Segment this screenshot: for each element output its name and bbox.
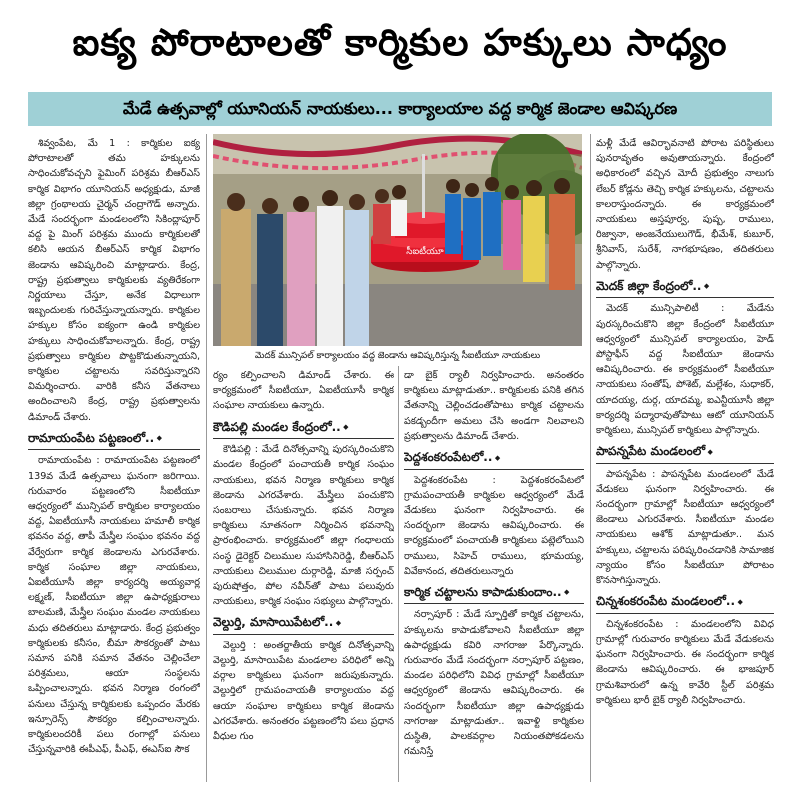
column-2 <box>213 368 394 786</box>
section-text-chinnashankarampet: చిన్నశంకరంపేట : మండలంలోని వివిధ గ్రామాల్లో గురువారం కార్మికులు మేడే వేడుకలను ఘనంగా నిర్వహించారు. ఈ సందర్భంగా కార్మిక జెండాను ఆవిష్కరించారు. ఈ భాజపూర్ గ్రామశివారులో ఉన్న కావేరి స్టీల్ పరిశ్రమ కార్మికులు భారీ బైక్ ర్యాలీ నిర్వహించారు. <box>596 618 774 706</box>
news-photo <box>213 134 582 346</box>
section-heading-papannapet: పాపన్నపేట మండలంలో ◆ <box>596 442 774 464</box>
continued-paragraph: మళ్లీ మేడే ఆవిర్భావనాటి పోరాట పరిస్థితులు పునరావృతం అవుతాయన్నారు. కేంద్రంలో అధికారంలో వచ్చిన మోదీ ప్రభుత్వం నాలుగు లేబర్ కోడ్లను తెచ్చి కార్మిక హక్కులను, చట్టాలను కాలరాస్తుందన్నారు. ఈ కార్యక్రమంలో నాయకులు అస్తపూర్వ, పుష్ప, రాములు, రిజ్వానా, అంజనేయులుగౌడ్, భీమేశ్, కుబూర్, శ్రీనివాస్, సురేశ్, నాగభూషణం, తదితరులు పాల్గొన్నారు. <box>596 138 774 271</box>
section-text-kowdipally: కౌడిపల్లి : మేడే దినోత్సవాన్ని పురస్కరించుకొని మండల కేంద్రంలో పంచాయతీ కార్మిక సంఘం నాయకులు, భవన నిర్మాణ కార్మికులు కార్మిక జెండాను ఎగరవేశారు. మేస్త్రీలు పంచుకొని సంబరాలు చేసుకున్నారు. భవన నిర్మాణ కార్మికులు నూతనంగా నిర్మించిన భవనాన్ని ప్రారంభించారు. కార్యక్రమంలో జిల్లా గంధాలయ సంస్థ డైరెక్టర్ చిలుముల సుహాసినిరెడ్డి, బీఆర్ఎస్ నాయకులు చిలుముల దుర్గారెడ్డి, మాజీ సర్పంచ్ పురుషోత్తం, పోల నవీన్‌తో పాటు పలువురు నాయకులు, కార్మిక సంఘం సభ్యులు పాల్గొన్నారు. <box>213 444 394 608</box>
column-3 <box>404 368 584 786</box>
deck-subheadline: మేడే ఉత్సవాల్లో యూనియన్ నాయకులు... కార్యాలయాల వద్ద కార్మిక జెండాల ఆవిష్కరణ <box>28 92 772 126</box>
continued-paragraph: ర్యం కల్పించాలని డిమాండ్ చేశారు. ఈ కార్యక్రమంలో సీఐటీయూ, ఏఐటీయూసీ కార్మిక సంఘాల నాయకులు ఉన్నారు. <box>213 370 394 412</box>
section-heading-medak: మెదక్ జిల్లా కేంద్రంలో.. ◆ <box>596 277 774 299</box>
column-divider <box>398 366 399 782</box>
column-divider <box>206 134 207 782</box>
column-divider <box>590 134 591 782</box>
section-heading-ramayampet: రామాయంపేట పట్టణంలో.. ◆ <box>28 429 200 451</box>
section-text-papannapet: పాపన్నపేట : పాపన్నపేట మండలంలో మేడే వేడుకలు ఘనంగా నిర్వహించారు. ఈ సందర్భంగా గ్రామాల్లో సీఐటీయూ ఆధ్వర్యంలో జెండాలు ఎగురవేశారు. సీఐటీయూ మండల నాయకులు ఆశోక్ మాట్లాడుతూ.. మన హక్కులు, చట్టాలను పరిష్కరించడానికి సామాజిక న్యాయం కోసం సీఐటీయూ పోరాటం కొనసాగిస్తున్నారు. <box>596 468 774 587</box>
photo-illustration <box>213 134 582 346</box>
section-text-peddashankarampet: పెద్దశంకరంపేట : పెద్దశంకరంపేటలో గ్రామపంచాయతీ కార్మికుల ఆధ్వర్యంలో మేడే వేడుకలు ఘనంగా నిర్వహించారు. ఈ సందర్భంగా జెండాను ఆవిష్కరించారు. ఈ కార్యక్రమంలో పంచాయతీ కార్మికులు పట్లెలోయిని రాములు, సిహెచ్ రాములు, భూమయ్య, వివేకానంద, తదితరులున్నారు <box>404 474 584 577</box>
section-heading-veldurthi: వెల్దుర్తి, మాసాయిపేటలో.. ◆ <box>213 613 394 635</box>
section-text-ramayampet: రామాయంపేట : రామాయంపేట పట్టణంలో 139వ మేడే ఉత్సవాలు ఘనంగా జరిగాయి. గురువారం పట్టణంలోని సీఐటీయూ ఆధ్వర్యంలో మున్సిపల్ కార్మికుల కార్యాలయం వద్ద, ఏఐటీయూసీ నాయకులు హమాలీ కార్మిక భవనం వద్ద, తాపీ మేస్త్రీల సంఘం భవనం వద్ద వేర్వేరుగా కార్మిక జెండాలను ఎగురవేశారు. కార్మిక సంఘాల జిల్లా నాయకులు, ఏఐటీయూసీ జిల్లా కార్యదర్శి అయ్యవార్ల లక్ష్మణ్, సీఐటీయూ జిల్లా ఉపాధ్యక్షురాలు బాలమణి, మేస్త్రీల సంఘం మండల నాయకులు మధు తదితరులు మాట్లాడారు. కేంద్ర ప్రభుత్వం కార్మికులకు కనీసం, బీమా సౌకర్యంతో పాటు సమాన పనికి సమాన వేతనం చెల్లించేలా పరిశ్రమలు, ఆయా సంస్థలను ఒప్పించాలన్నారు. భవన నిర్మాణ రంగంలో పనులు చేస్తున్న కార్మికులకు ఒప్పందం మేరకు ఇన్సూరెన్స్ సౌకర్యం కల్పించాలన్నారు. కార్మికులందరికీ పలు రంగాల్లో పనులు చేస్తున్నవారికి ఈపీఎఫ్, పీఎఫ్, ఈఎస్ఐ సౌక <box>28 455 200 756</box>
column-1 <box>28 136 200 786</box>
monument-label: సీఐటీయూ <box>406 247 444 257</box>
continued-paragraph: డా బైక్ ర్యాలీ నిర్వహించారు. అనంతరం కార్మికులు మాట్లాడుతూ.. కార్మికులకు పనికి తగిన వేతనాన్ని చెల్లించడంతోపాటు కార్మిక చట్టాలను పకడ్బందీగా అమలు చేసి అండగా నిలవాలని ప్రభుత్వాలను డిమాండ్ చేశారు. <box>404 370 584 442</box>
section-heading-labour-laws: కార్మిక చట్టాలను కాపాడుకుందాం.. ◆ <box>404 583 584 605</box>
column-4 <box>596 136 774 786</box>
section-heading-kowdipally: కౌడిపల్లి మండల కేంద్రంలో.. ◆ <box>213 418 394 440</box>
photo-caption: మెదక్ మున్సిపల్ కార్యాలయం వద్ద జెండాను ఆవిష్కరిస్తున్న సీఐటీయూ నాయకులు <box>254 351 541 361</box>
section-heading-peddashankarampet: పెద్దశంకరంపేటలో.. ◆ <box>404 448 584 470</box>
headline: ఐక్య పోరాటాలతో కార్మికుల హక్కులు సాధ్యం <box>72 21 728 64</box>
section-heading-chinnashankarampet: చిన్నశంకరంపేట మండలంలో.. ◆ <box>596 592 774 614</box>
article-lead-paragraph: శివ్వంపేట, మే 1 : కార్మికుల ఐక్య పోరాటాలతో తమ హక్కులను సాధించుకోవచ్చని ఫైమింగ్ పరిశ్రమ బీఆర్ఎస్ కార్మిక విభాగం యూనియన్ అధ్యక్షుడు, మాజీ జిల్లా గ్రంథాలయ చైర్మన్ చంద్రాగౌడ్ అన్నారు. మేడే సందర్భంగా మండలంలోని సికింద్లాపూర్ వద్ద పై మింగ్ పరిశ్రమ ముందు కార్మికులతో కలిసి ఆయన బీఆర్ఎస్ కార్మిక విభాగం జెండాను ఆవిష్కరించి మాట్లాడారు. కేంద్ర, రాష్ట్ర ప్రభుత్వాలు కార్మికులకు వ్యతిరేకంగా నిర్ణయాలు చేస్తూ, అనేక విధాలుగా ఇబ్బందులకు గురిచేస్తున్నాయన్నారు. కార్మికుల హక్కుల కోసం ఐక్యంగా ఉండి కార్మికుల హక్కులు సాధించుకోవాలన్నారు. కేంద్ర, రాష్ట్ర ప్రభుత్వాలు కార్మికుల పొట్టకొడుతున్నాయని, కార్మికుల చట్టాలను సవరిస్తున్నారని విమర్శించారు. వారికి కనీస వేతనాలు అందించాలని కేంద్ర, రాష్ట్ర ప్రభుత్వాలను డిమాండ్ చేశారు. <box>28 138 200 423</box>
section-text-veldurthi: వెల్దుర్తి : అంతర్జాతీయ కార్మిక దినోత్సవాన్ని వెల్దుర్తి, మాసాయిపేట మండలాల పరిధిలో అన్ని వర్గాల కార్మికులు ఘనంగా జరుపుకున్నారు. వెల్దుర్తిలో గ్రామపంచాయతీ కార్యాలయం వద్ద ఆయా సంఘాల కార్మికులు కార్మిక జెండాను ఎగరవేశారు. అనంతరం పట్టణంలోని పలు ప్రధాన వీధుల గుం <box>213 639 394 743</box>
section-text-medak: మెదక్ మున్సిపాలిటీ : మేడేను పురస్కరించుకొని జిల్లా కేంద్రంలో సీఐటీయూ ఆధ్వర్యంలో మున్సిపల్ కార్యాలయం, హెడ్ పోస్టాఫీస్ వద్ద సీఐటీయూ జెండాను ఆవిష్కరించారు. ఈ కార్యక్రమంలో సీఐటీయూ నాయకులు సంతోష్, పోశెట్, మల్లేశం, సుధాకర్, యాదయ్య, దుర్గ, యాదమ్మ, ఐఎన్టీయూసీ జిల్లా కార్యదర్శి పద్మారావుతోపాటు ఆటో యూనియన్ కార్మికులు, మున్సిపల్ కార్మికులు పాల్గొన్నారు. <box>596 303 774 436</box>
section-text-labour-laws: నర్సాపూర్ : మేడే స్ఫూర్తితో కార్మిక చట్టాలను, హక్కులను కాపాడుకోవాలని సీఐటీయూ జిల్లా ఉపాధ్యక్షుడు కవిరి నాగరాజు పేర్కొన్నారు. గురువారం మేడే సందర్భంగా నర్సాపూర్ పట్టణం, మండల పరిధిలోని వివిధ గ్రామాల్లో సీఐటీయూ ఆధ్వర్యంలో జెండాను ఆవిష్కరించారు. ఈ సందర్భంగా సీఐటీయూ జిల్లా ఉపాధ్యక్షుడు నాగరాజు మాట్లాడుతూ.. ఇవాళ్టి కార్మికుల దుస్థితి, పాలకవర్గాల నియంతపోకడలను గమనిస్తే <box>404 609 584 758</box>
